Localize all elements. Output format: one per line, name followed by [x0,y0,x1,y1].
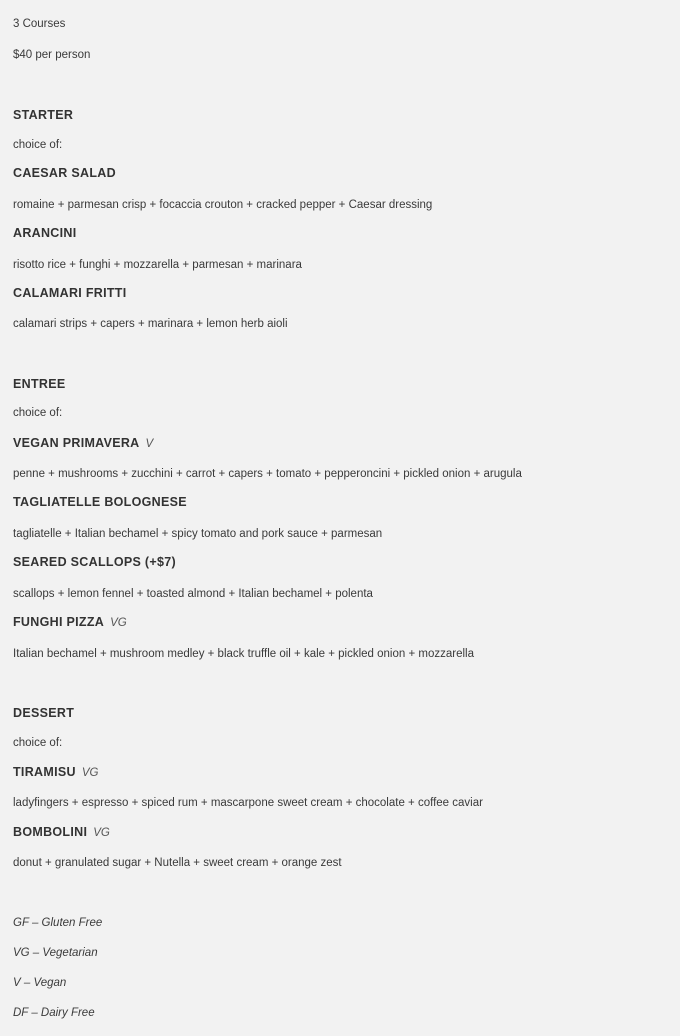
dish-name: TIRAMISU [13,765,76,779]
section-title-starter: STARTER [13,108,74,122]
dish-description: penne + mushrooms + zucchini + carrot + capers + tomato + pepperoncini + pickled onion + arugula [13,468,522,480]
dish-name: BOMBOLINI [13,825,88,839]
dish-name: SEARED SCALLOPS (+$7) [13,555,176,569]
starter-choice-note: choice of: [13,139,63,151]
dessert-choice-note: choice of: [13,737,63,749]
dish-name: CALAMARI FRITTI [13,286,127,300]
dish-name-with-tag [13,436,153,451]
dish-description: tagliatelle + Italian bechamel + spicy tomato and pork sauce + parmesan [13,528,383,540]
dish-name-with-tag [13,825,110,840]
dish-description: donut + granulated sugar + Nutella + sweet cream + orange zest [13,857,342,869]
dish-description: Italian bechamel + mushroom medley + black truffle oil + kale + pickled onion + mozzarella [13,648,474,660]
price-per-person: $40 per person [13,49,91,61]
dish-description: scallops + lemon fennel + toasted almond + Italian bechamel + polenta [13,588,373,600]
dish-description: ladyfingers + espresso + spiced rum + mascarpone sweet cream + chocolate + coffee caviar [13,797,483,809]
entree-choice-note: choice of: [13,407,63,419]
dish-name: FUNGHI PIZZA [13,615,105,629]
dietary-tag: VG [81,767,99,779]
courses-count: 3 Courses [13,18,66,30]
dish-name: VEGAN PRIMAVERA [13,436,140,450]
dish-description: risotto rice + funghi + mozzarella + parmesan + marinara [13,259,302,271]
dish-description: calamari strips + capers + marinara + lemon herb aioli [13,318,288,330]
dish-name-with-tag [13,765,98,780]
dish-name: TAGLIATELLE BOLOGNESE [13,495,187,509]
dietary-tag: VG [93,827,110,839]
legend-item: V – Vegan [13,977,67,989]
dish-name-with-tag [13,615,127,630]
section-title-entree: ENTREE [13,377,66,391]
legend-item: DF – Dairy Free [13,1007,95,1019]
legend-item: GF – Gluten Free [13,917,103,929]
dietary-tag: VG [110,617,127,629]
dish-name: ARANCINI [13,226,77,240]
dish-name: CAESAR SALAD [13,166,116,180]
dietary-tag: V [145,438,154,450]
legend-item: VG – Vegetarian [13,947,98,959]
section-title-dessert: DESSERT [13,706,75,720]
dish-description: romaine + parmesan crisp + focaccia crouton + cracked pepper + Caesar dressing [13,199,433,211]
